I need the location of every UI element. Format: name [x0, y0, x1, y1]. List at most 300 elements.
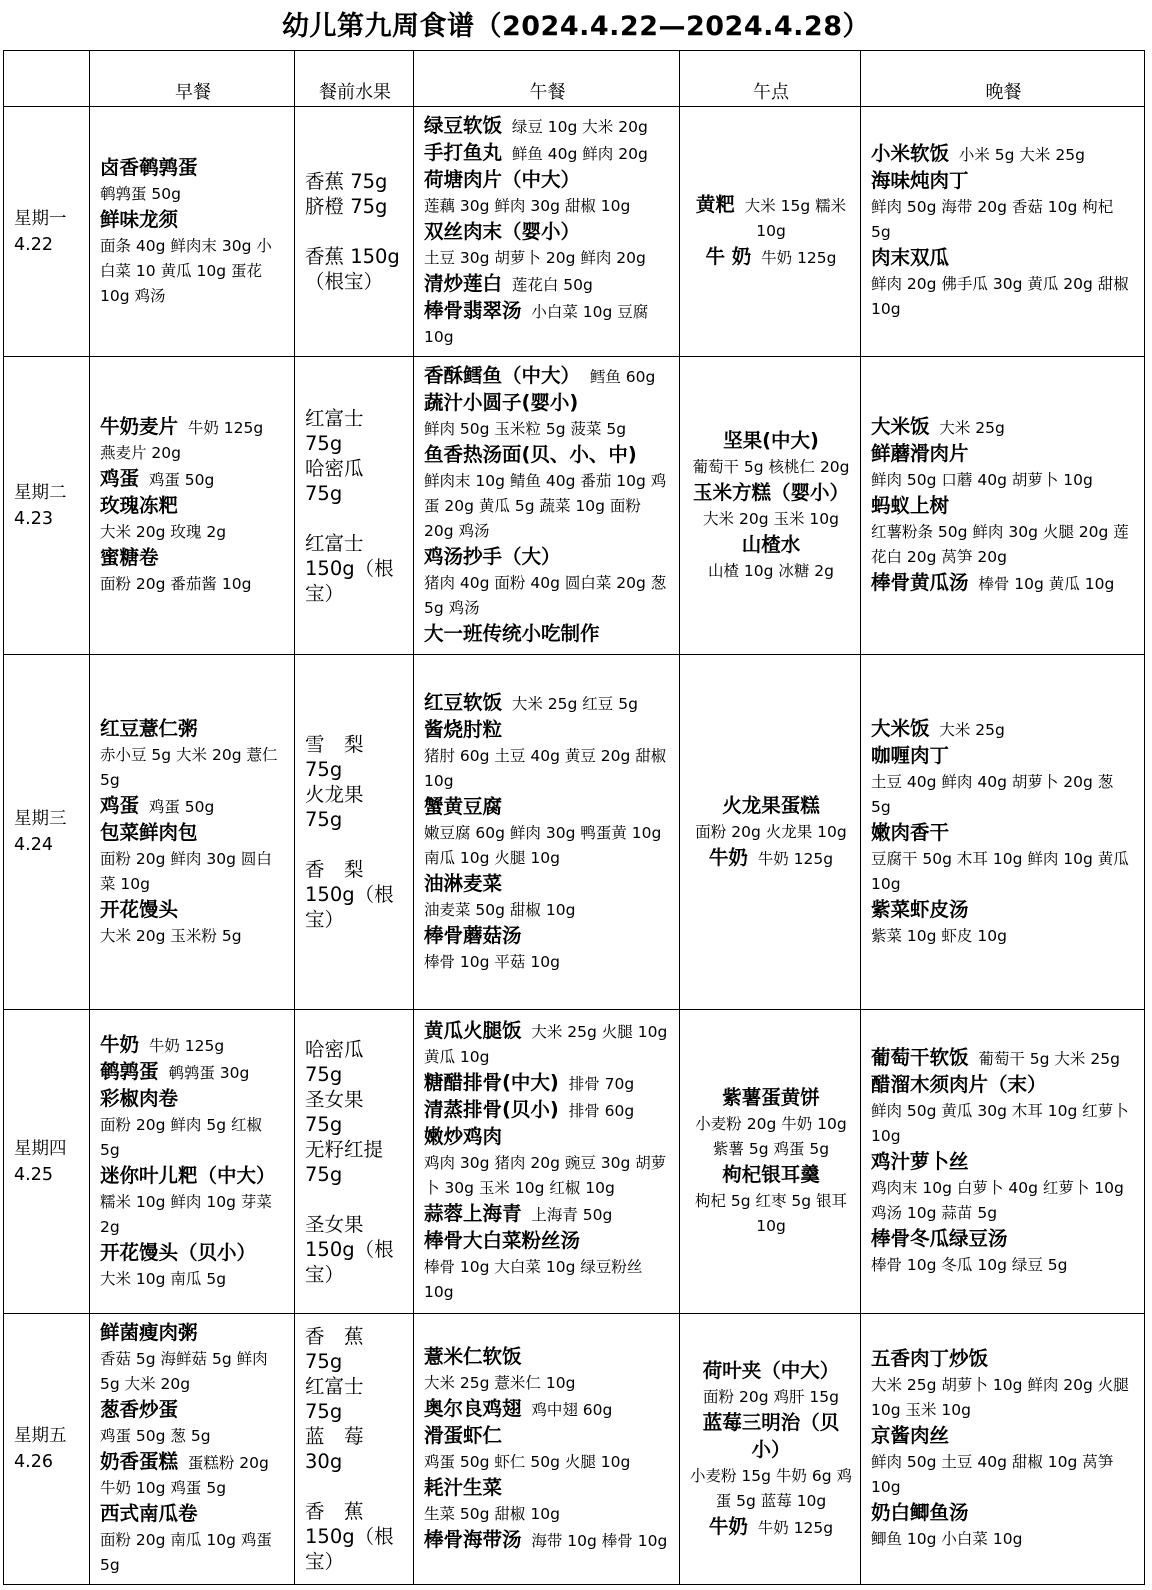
menu-line — [424, 1423, 671, 1450]
menu-line — [690, 1464, 852, 1514]
ingredients: 大米 20g 玫瑰 2g — [100, 523, 227, 541]
fruit-line: 75g — [305, 808, 343, 831]
dish-name: 蟹黄豆腐 — [424, 794, 503, 818]
ingredients: 海带 10g 棒骨 10g — [531, 1532, 668, 1550]
menu-line — [690, 507, 852, 532]
fruit-cell — [295, 107, 414, 357]
menu-line — [871, 1176, 1136, 1226]
menu-line — [690, 1162, 852, 1189]
menu-line — [100, 1059, 286, 1086]
menu-line — [871, 168, 1136, 195]
menu-line — [424, 717, 671, 744]
menu-line — [100, 1320, 286, 1347]
menu-line — [871, 195, 1136, 245]
fruit-line: 蓝 莓 — [305, 1425, 364, 1448]
fruit-line: 雪 梨 — [305, 733, 364, 756]
ingredients: 枸杞 5g 红枣 5g 银耳 10g — [694, 1191, 848, 1235]
menu-line — [100, 793, 286, 820]
dish-name: 蔬汁小圆子(婴小) — [424, 391, 579, 414]
dish-name: 牛奶麦片 — [100, 415, 179, 438]
menu-line — [871, 1527, 1136, 1552]
menu-line — [424, 1151, 671, 1201]
menu-line — [424, 1371, 671, 1396]
fruit-line: 圣女果 — [305, 1087, 364, 1111]
menu-line — [100, 414, 286, 441]
fruit-line: 150g（根宝） — [305, 1237, 394, 1286]
menu-line — [871, 1450, 1136, 1500]
menu-line — [100, 572, 286, 597]
ingredients: 小麦粉 15g 牛奶 6g 鸡蛋 5g 蓝莓 10g — [690, 1466, 852, 1510]
menu-line — [100, 924, 286, 949]
ingredients: 鳕鱼 60g — [589, 368, 656, 386]
ingredients: 大米 20g 玉米 10g — [703, 509, 839, 528]
fruit-line — [305, 506, 405, 531]
ingredients: 鸡蛋 50g — [148, 471, 215, 489]
weekday: 星期一 — [14, 208, 67, 229]
ingredients: 蛋糕粉 20g 牛奶 10g 鸡蛋 5g — [100, 1454, 269, 1497]
day-row — [4, 1010, 1145, 1314]
dish-name: 迷你叶儿粑（中大） — [100, 1163, 276, 1187]
ingredients: 绿豆 10g 大米 20g — [511, 118, 648, 136]
menu-line — [100, 234, 286, 309]
menu-line — [690, 455, 852, 480]
ingredients: 鲜鱼 40g 鲜肉 20g — [511, 145, 648, 163]
dish-name: 棒骨黄瓜汤 — [871, 571, 969, 594]
ingredients: 油麦菜 50g 甜椒 10g — [424, 900, 576, 919]
fruit-cell — [295, 655, 414, 1010]
dish-name: 山楂水 — [741, 532, 801, 556]
dish-name: 小米软饭 — [871, 142, 950, 165]
day-cell — [4, 1314, 90, 1585]
ingredients: 棒骨 10g 黄瓜 10g — [978, 575, 1115, 593]
header-fruit: 餐前水果 — [295, 51, 414, 107]
fruit-line: 150g（根宝） — [305, 883, 394, 931]
dish-name: 鸡汁萝卜丝 — [871, 1150, 969, 1173]
menu-line — [100, 182, 286, 207]
menu-line — [100, 1240, 286, 1267]
dish-name: 彩椒肉卷 — [100, 1086, 179, 1110]
ingredients: 棒骨 10g 大白菜 10g 绿豆粉丝 10g — [424, 1258, 643, 1301]
dish-name: 薏米仁软饭 — [424, 1345, 522, 1368]
menu-line — [424, 1344, 671, 1371]
fruit-cell — [295, 1010, 414, 1314]
fruit-cell — [295, 1314, 414, 1585]
menu-table — [3, 50, 1145, 1585]
menu-line — [424, 1018, 671, 1070]
dish-name: 耗汁生菜 — [424, 1476, 503, 1499]
menu-line — [871, 468, 1136, 493]
ingredients: 大米 15g 糯米 10g — [744, 197, 847, 240]
menu-line — [424, 298, 671, 350]
dish-name: 玉米方糕（婴小） — [692, 480, 849, 504]
menu-line — [100, 847, 286, 897]
dish-name: 醋溜木须肉片（末） — [871, 1073, 1047, 1096]
dish-name: 鲜味龙须 — [100, 207, 179, 231]
menu-line — [690, 820, 852, 845]
fruit-line: 香蕉 150g（根宝） — [305, 245, 400, 293]
date: 4.26 — [14, 1452, 53, 1472]
weekday: 星期三 — [14, 809, 67, 829]
fruit-line — [305, 219, 405, 244]
menu-line — [424, 194, 671, 219]
ingredients: 面粉 20g 鲜肉 30g 圆白菜 10g — [100, 849, 272, 893]
ingredients: 鹌鹑蛋 50g — [100, 184, 181, 203]
menu-line — [871, 820, 1136, 847]
dish-name: 香酥鳕鱼（中大） — [424, 364, 581, 387]
ingredients: 鲜肉 50g 土豆 40g 甜椒 10g 莴笋 10g — [871, 1453, 1114, 1496]
ingredients: 生菜 50g 甜椒 10g — [424, 1505, 560, 1523]
fruit-line: 哈密瓜 — [305, 456, 364, 480]
ingredients: 面粉 20g 鸡肝 15g — [703, 1387, 839, 1406]
menu-line — [871, 1072, 1136, 1099]
ingredients: 豆腐干 50g 木耳 10g 鲜肉 10g 黄瓜 10g — [871, 849, 1129, 893]
dish-name: 大一班传统小吃制作 — [424, 622, 600, 645]
dish-name: 鹌鹑蛋 — [100, 1059, 159, 1083]
snack-cell — [680, 107, 861, 357]
dish-name: 鲜蘑滑肉片 — [871, 442, 969, 465]
menu-line — [871, 520, 1136, 570]
breakfast-cell — [90, 357, 295, 655]
ingredients: 猪肘 60g 土豆 40g 黄豆 20g 甜椒 10g — [424, 746, 667, 790]
ingredients: 排骨 70g — [568, 1075, 635, 1093]
ingredients: 燕麦片 20g — [100, 444, 181, 462]
menu-line — [690, 1085, 852, 1112]
menu-line — [100, 441, 286, 466]
ingredients: 鸡蛋 50g — [148, 797, 215, 816]
fruit-line: 75g — [305, 1062, 343, 1086]
menu-line — [424, 871, 671, 898]
menu-line — [871, 1226, 1136, 1253]
dish-name: 蓝莓三明治（贝小） — [702, 1410, 840, 1461]
dish-name: 牛奶 — [708, 845, 748, 869]
dish-name: 卤香鹌鹑蛋 — [100, 155, 198, 179]
fruit-line: 150g（根宝） — [305, 1525, 394, 1573]
menu-line — [690, 845, 852, 872]
fruit-line: 哈密瓜 — [305, 1037, 364, 1061]
dish-name: 鸡蛋 — [100, 793, 140, 817]
menu-line — [424, 469, 671, 544]
menu-line — [100, 1449, 286, 1501]
menu-line — [100, 1528, 286, 1578]
ingredients: 鲜肉 50g 黄瓜 30g 木耳 10g 红萝卜 10g — [871, 1102, 1129, 1145]
lunch-cell — [414, 1010, 680, 1314]
header-snack: 午点 — [680, 51, 861, 107]
day-cell — [4, 655, 90, 1010]
lunch-cell — [414, 357, 680, 655]
ingredients: 牛奶 125g — [757, 1518, 834, 1537]
dinner-cell — [861, 357, 1145, 655]
ingredients: 上海青 50g — [531, 1206, 613, 1224]
ingredients: 大米 25g 红豆 5g — [511, 694, 638, 713]
ingredients: 大米 25g — [939, 419, 1005, 437]
fruit-line: 75g — [305, 1350, 343, 1373]
menu-line — [424, 1396, 671, 1423]
dish-name: 滑蛋虾仁 — [424, 1424, 503, 1447]
menu-line — [690, 532, 852, 559]
fruit-line: 75g — [305, 431, 343, 455]
day-cell — [4, 107, 90, 357]
menu-line — [424, 417, 671, 442]
fruit-line: 红富士 — [305, 1375, 364, 1398]
dish-name: 绿豆软饭 — [424, 114, 503, 137]
ingredients: 大米 25g 胡萝卜 10g 鲜肉 20g 火腿 10g 玉米 10g — [871, 1376, 1129, 1419]
lunch-cell — [414, 655, 680, 1010]
date: 4.22 — [14, 234, 53, 255]
menu-line — [424, 571, 671, 621]
dish-name: 奶香蛋糕 — [100, 1450, 179, 1473]
fruit-line: 香 蕉 — [305, 1500, 364, 1523]
menu-line — [871, 1149, 1136, 1176]
dish-name: 蚂蚁上树 — [871, 494, 950, 517]
breakfast-cell — [90, 1314, 295, 1585]
menu-line — [100, 1424, 286, 1449]
menu-line — [100, 155, 286, 182]
dish-name: 棒骨大白菜粉丝汤 — [424, 1229, 581, 1252]
header-row — [4, 51, 1145, 107]
ingredients: 鸡蛋 50g 虾仁 50g 火腿 10g — [424, 1453, 631, 1471]
ingredients: 牛奶 125g — [761, 249, 837, 267]
menu-line — [424, 1201, 671, 1228]
menu-line — [424, 219, 671, 246]
menu-line — [100, 1032, 286, 1059]
menu-line — [871, 1500, 1136, 1527]
dinner-cell — [861, 1314, 1145, 1585]
dish-name: 开花馒头（贝小） — [100, 1240, 257, 1264]
header-lunch: 午餐 — [414, 51, 680, 107]
dish-name: 牛 奶 — [705, 245, 752, 268]
menu-line — [100, 1347, 286, 1397]
dish-name: 葱香炒蛋 — [100, 1398, 179, 1421]
menu-line — [871, 141, 1136, 168]
ingredients: 鲜肉 20g 佛手瓜 30g 黄瓜 20g 甜椒 10g — [871, 275, 1129, 318]
ingredients: 糯米 10g 鲜肉 10g 芽菜 2g — [100, 1192, 272, 1236]
dish-name: 包菜鲜肉包 — [100, 820, 198, 844]
dish-name: 玫瑰冻粑 — [100, 494, 179, 517]
ingredients: 鲜肉末 10g 鲭鱼 40g 番茄 10g 鸡蛋 20g 黄瓜 5g 蔬菜 10g 面粉 20g 鸡汤 — [424, 472, 667, 540]
menu-line — [424, 390, 671, 417]
snack-cell — [680, 357, 861, 655]
ingredients: 鲫鱼 10g 小白菜 10g — [871, 1530, 1023, 1548]
menu-line — [690, 1112, 852, 1162]
ingredients: 土豆 30g 胡萝卜 20g 鲜肉 20g — [424, 249, 646, 267]
menu-line — [690, 793, 852, 820]
menu-line — [424, 1097, 671, 1124]
fruit-line: 圣女果 — [305, 1212, 364, 1236]
dish-name: 红豆软饭 — [424, 690, 503, 714]
dish-name: 紫菜虾皮汤 — [871, 897, 969, 921]
ingredients: 红薯粉条 50g 鲜肉 30g 火腿 20g 莲花白 20g 莴笋 20g — [871, 523, 1129, 566]
ingredients: 面粉 20g 鲜肉 5g 红椒 5g — [100, 1115, 262, 1159]
dish-name: 紫薯蛋黄饼 — [722, 1085, 820, 1109]
ingredients: 鲜肉 50g 海带 20g 香菇 10g 枸杞 5g — [871, 198, 1114, 241]
ingredients: 大米 25g 薏米仁 10g — [424, 1374, 576, 1392]
ingredients: 小麦粉 20g 牛奶 10g 紫薯 5g 鸡蛋 5g — [695, 1114, 847, 1158]
dish-name: 火龙果蛋糕 — [722, 793, 820, 817]
ingredients: 鸡肉 30g 猪肉 20g 豌豆 30g 胡萝卜 30g 玉米 10g 红椒 10g — [424, 1154, 667, 1197]
weekday: 星期五 — [14, 1426, 67, 1446]
weekday: 星期四 — [14, 1138, 67, 1159]
dinner-cell — [861, 107, 1145, 357]
dish-name: 黄瓜火腿饭 — [424, 1019, 522, 1042]
dish-name: 蒜蓉上海青 — [424, 1202, 522, 1225]
menu-line — [871, 570, 1136, 597]
dish-name: 嫩肉香干 — [871, 820, 950, 844]
dish-name: 蜜糖卷 — [100, 546, 159, 569]
menu-line — [424, 167, 671, 194]
menu-line — [424, 923, 671, 950]
menu-line — [100, 1397, 286, 1424]
dish-name: 清炒莲白 — [424, 272, 503, 295]
dinner-cell — [861, 655, 1145, 1010]
fruit-line: 30g — [305, 1450, 343, 1473]
dish-name: 肉末双瓜 — [871, 246, 950, 269]
menu-line — [424, 1124, 671, 1151]
menu-line — [424, 442, 671, 469]
ingredients: 莲花白 50g — [511, 276, 593, 294]
fruit-line: 75g — [305, 481, 343, 505]
menu-line — [424, 1450, 671, 1475]
menu-line — [871, 847, 1136, 897]
fruit-line — [305, 1474, 405, 1499]
ingredients: 嫩豆腐 60g 鲜肉 30g 鸭蛋黄 10g 南瓜 10g 火腿 10g — [424, 823, 662, 867]
ingredients: 土豆 40g 鲜肉 40g 胡萝卜 20g 葱 5g — [871, 772, 1114, 816]
lunch-cell — [414, 1314, 680, 1585]
ingredients: 大米 20g 玉米粉 5g — [100, 926, 242, 945]
ingredients: 牛奶 125g — [187, 419, 264, 437]
menu-line — [871, 245, 1136, 272]
menu-line — [100, 1113, 286, 1163]
dish-name: 棒骨海带汤 — [424, 1528, 522, 1551]
fruit-line: 香 蕉 — [305, 1325, 364, 1348]
ingredients: 小米 5g 大米 25g — [958, 146, 1085, 164]
fruit-line: 香蕉 75g — [305, 170, 388, 193]
menu-line — [871, 414, 1136, 441]
ingredients: 棒骨 10g 平菇 10g — [424, 952, 560, 971]
dish-name: 荷叶夹（中大） — [702, 1358, 840, 1382]
dish-name: 黄粑 — [695, 193, 735, 216]
dish-name: 油淋麦菜 — [424, 871, 503, 895]
dish-name: 荷塘肉片（中大） — [424, 168, 581, 191]
ingredients: 棒骨 10g 冬瓜 10g 绿豆 5g — [871, 1256, 1068, 1274]
dish-name: 大米饭 — [871, 415, 930, 438]
page-title: 幼儿第九周食谱（2024.4.22—2024.4.28） — [281, 11, 871, 42]
dish-name: 牛奶 — [708, 1514, 748, 1538]
menu-line — [871, 441, 1136, 468]
menu-line — [871, 924, 1136, 949]
ingredients: 牛奶 125g — [148, 1036, 225, 1055]
day-row — [4, 655, 1145, 1010]
ingredients: 鲜肉 50g 口蘑 40g 胡萝卜 10g — [871, 471, 1093, 489]
fruit-line — [305, 832, 405, 857]
menu-line — [424, 246, 671, 271]
ingredients: 鸡蛋 50g 葱 5g — [100, 1427, 211, 1445]
menu-line — [871, 1346, 1136, 1373]
day-row — [4, 1314, 1145, 1585]
fruit-line: 75g — [305, 758, 343, 781]
dish-name: 开花馒头 — [100, 897, 179, 921]
fruit-line: 红富士 — [305, 406, 364, 430]
menu-line — [690, 1410, 852, 1464]
menu-line — [424, 113, 671, 140]
menu-line — [871, 493, 1136, 520]
menu-line — [100, 716, 286, 743]
ingredients: 面条 40g 鲜肉末 30g 小白菜 10 黄瓜 10g 蛋花 10g 鸡汤 — [100, 236, 272, 305]
dish-name: 棒骨翡翠汤 — [424, 299, 522, 322]
menu-line — [100, 493, 286, 520]
menu-line — [424, 1070, 671, 1097]
dish-name: 坚果(中大) — [723, 428, 819, 452]
dish-name: 手打鱼丸 — [424, 141, 503, 164]
ingredients: 葡萄干 5g 核桃仁 20g — [692, 457, 850, 476]
dish-name: 海味炖肉丁 — [871, 169, 969, 192]
header-dinner: 晚餐 — [861, 51, 1145, 107]
dish-name: 双丝肉末（婴小） — [424, 220, 581, 243]
date: 4.24 — [14, 835, 53, 855]
ingredients: 赤小豆 5g 大米 20g 薏仁 5g — [100, 745, 278, 789]
menu-line — [100, 545, 286, 572]
ingredients: 香菇 5g 海鲜菇 5g 鲜肉 5g 大米 20g — [100, 1350, 268, 1393]
dish-name: 鲜菌瘦肉粥 — [100, 1321, 198, 1344]
dish-name: 红豆薏仁粥 — [100, 716, 198, 740]
fruit-cell — [295, 357, 414, 655]
menu-line — [424, 1228, 671, 1255]
menu-line — [424, 544, 671, 571]
menu-line — [424, 363, 671, 390]
menu-line — [690, 559, 852, 584]
menu-line — [871, 1045, 1136, 1072]
menu-line — [100, 1086, 286, 1113]
menu-line — [690, 192, 852, 244]
date: 4.25 — [14, 1164, 53, 1185]
menu-line — [100, 520, 286, 545]
fruit-line: 脐橙 75g — [305, 195, 388, 218]
menu-line — [424, 1527, 671, 1554]
ingredients: 面粉 20g 火龙果 10g — [695, 822, 847, 841]
menu-line — [690, 244, 852, 271]
menu-line — [690, 428, 852, 455]
snack-cell — [680, 1010, 861, 1314]
fruit-line — [305, 1187, 405, 1212]
dish-name: 酱烧肘粒 — [424, 717, 503, 741]
menu-line — [424, 1255, 671, 1305]
dish-name: 糖醋排骨(中大) — [424, 1071, 559, 1094]
menu-line — [100, 1190, 286, 1240]
ingredients: 鸡肉末 10g 白萝卜 40g 红萝卜 10g 鸡汤 10g 蒜苗 5g — [871, 1179, 1124, 1222]
lunch-cell — [414, 107, 680, 357]
ingredients: 小白菜 10g 豆腐 10g — [424, 303, 649, 346]
dish-name: 嫩炒鸡肉 — [424, 1125, 503, 1148]
dinner-cell — [861, 1010, 1145, 1314]
menu-line — [424, 271, 671, 298]
ingredients: 猪肉 40g 面粉 40g 圆白菜 20g 葱 5g 鸡汤 — [424, 574, 667, 617]
dish-name: 西式南瓜卷 — [100, 1502, 198, 1525]
menu-line — [424, 140, 671, 167]
dish-name: 京酱肉丝 — [871, 1424, 950, 1447]
ingredients: 鸡中翅 60g — [531, 1401, 613, 1419]
menu-line — [424, 821, 671, 871]
header-corner — [4, 51, 90, 107]
fruit-line: 75g — [305, 1400, 343, 1423]
menu-line — [871, 272, 1136, 322]
menu-line — [871, 1423, 1136, 1450]
menu-line — [424, 1475, 671, 1502]
ingredients: 面粉 20g 番茄酱 10g — [100, 575, 252, 593]
day-cell — [4, 357, 90, 655]
menu-line — [100, 207, 286, 234]
dish-name: 咖喱肉丁 — [871, 743, 950, 767]
ingredients: 葡萄干 5g 大米 25g — [978, 1050, 1120, 1068]
menu-line — [871, 770, 1136, 820]
